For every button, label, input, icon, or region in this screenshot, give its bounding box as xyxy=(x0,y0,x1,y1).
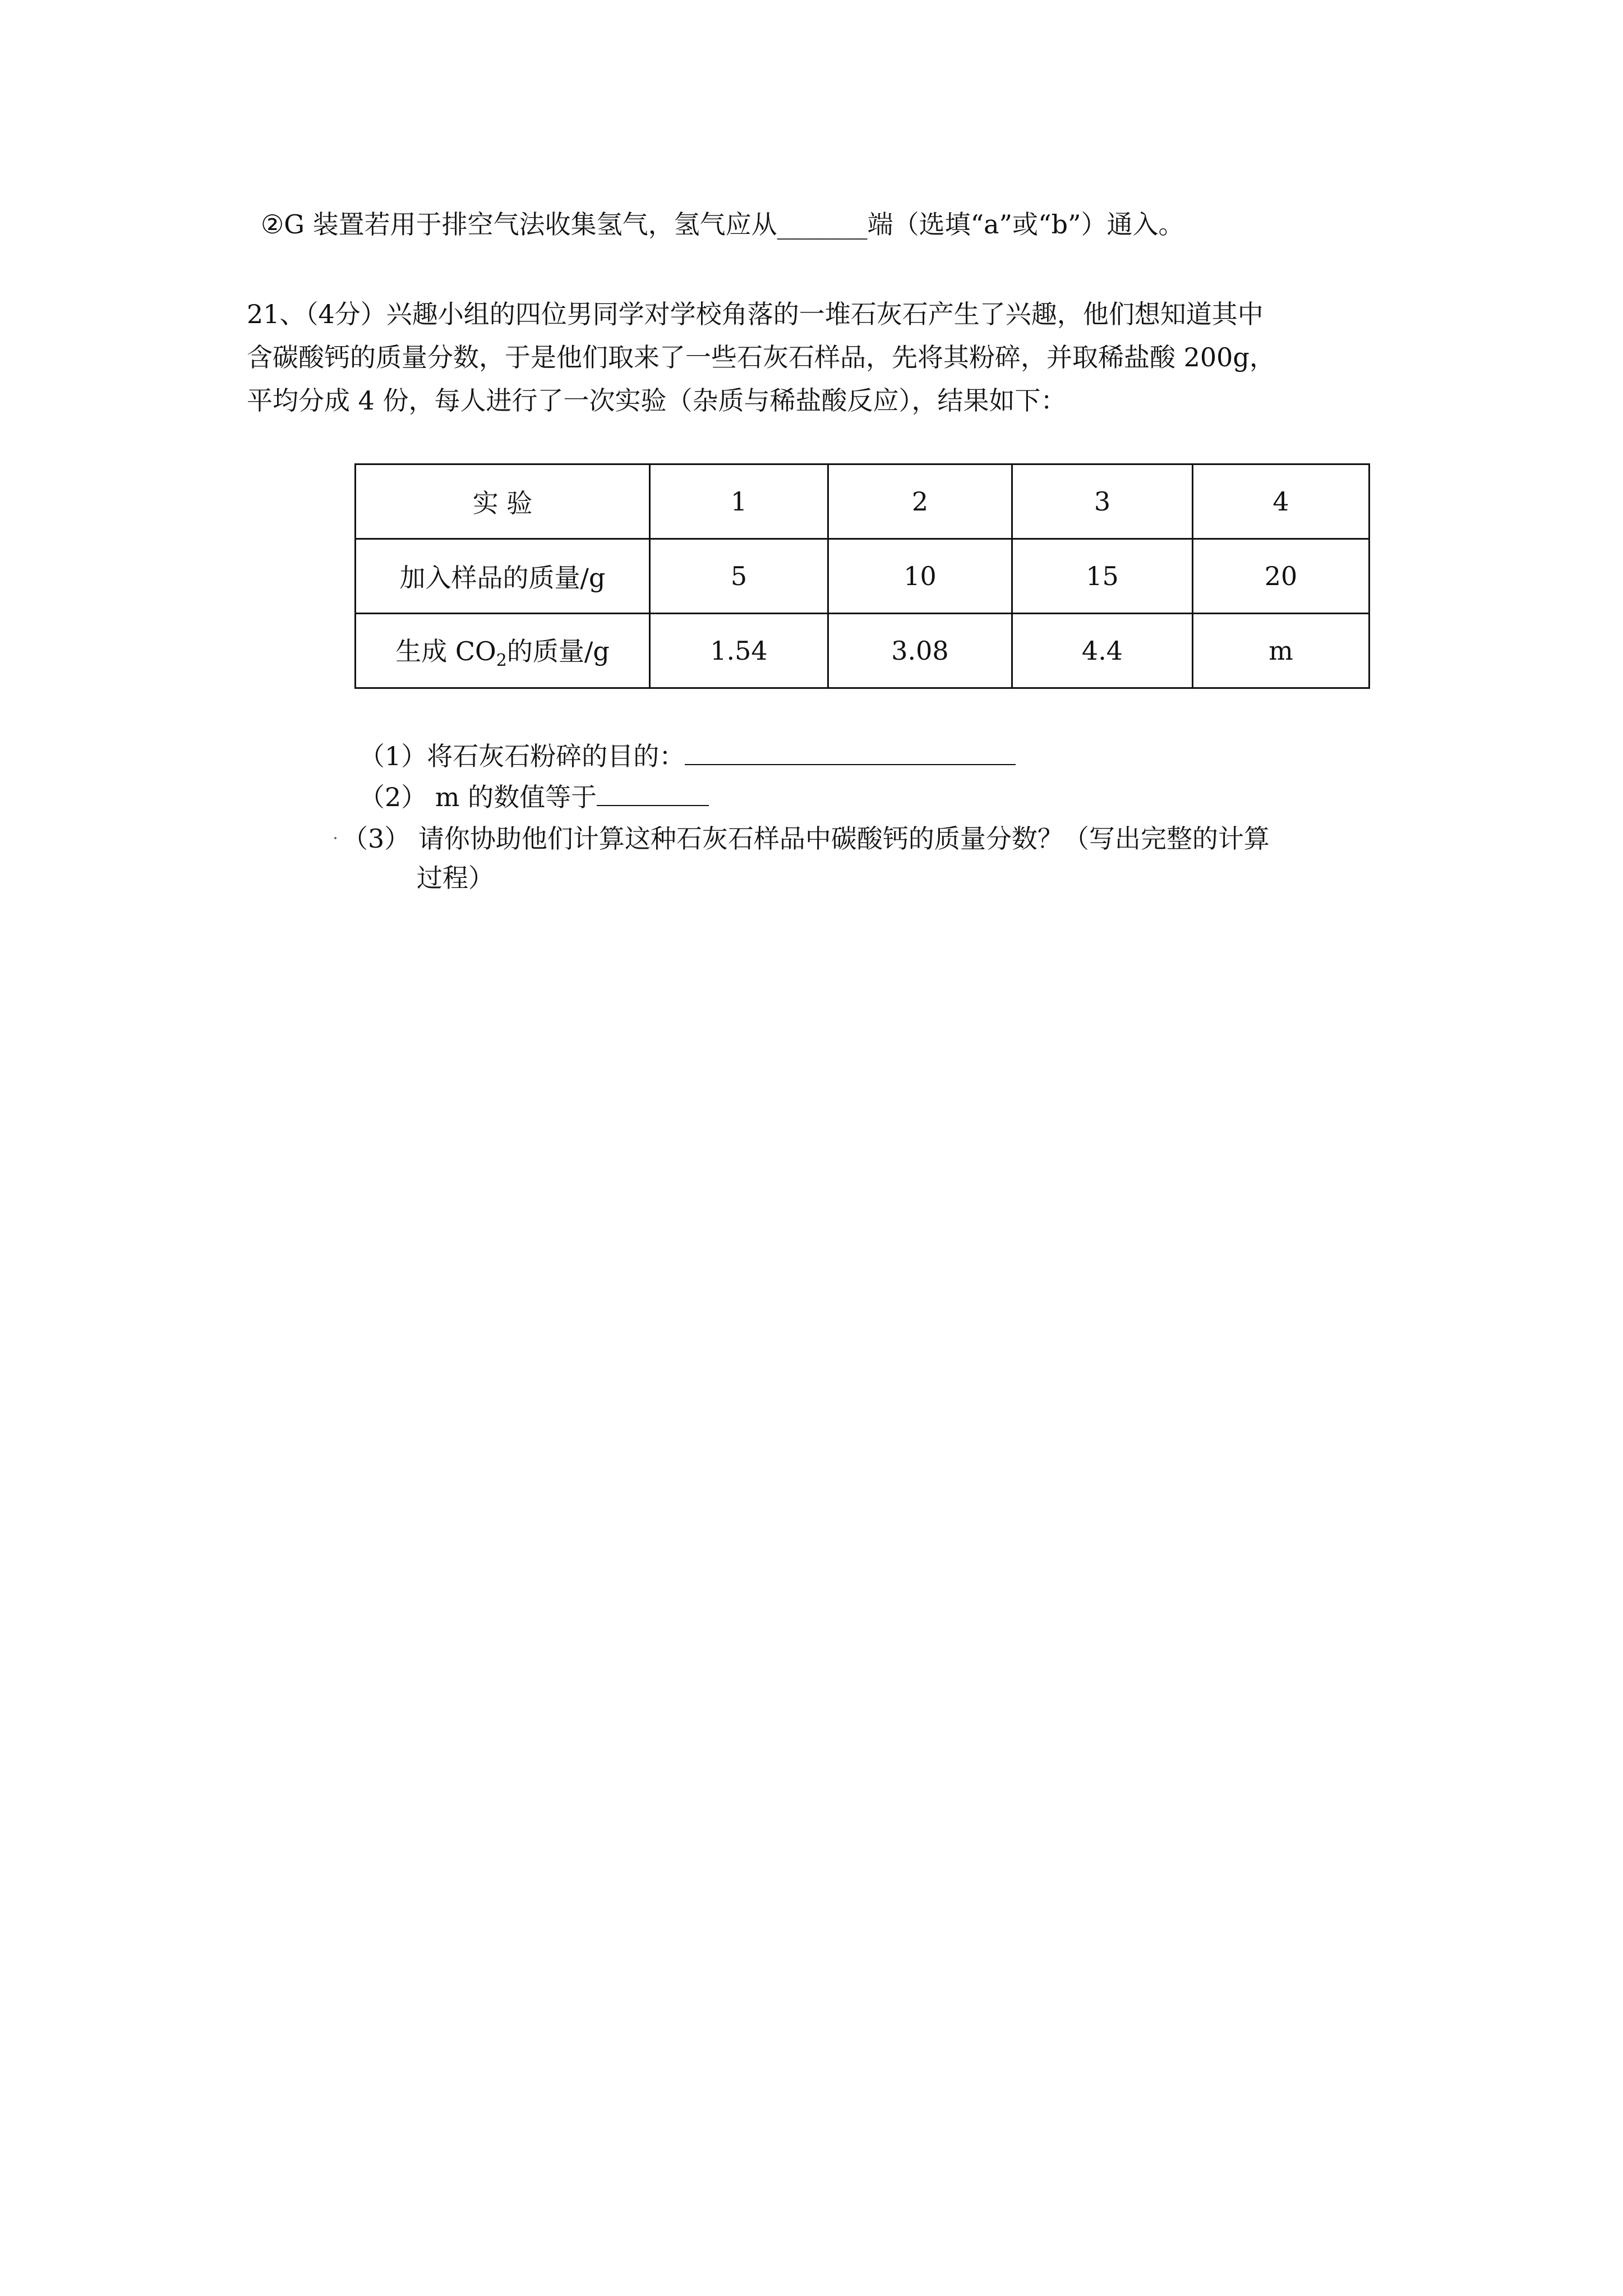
sub-question-2 xyxy=(359,780,709,814)
question-20-part2-text: ②G 装置若用于排空气法收集氢气，氢气应从_______端（选填“a”或“b”）通入。 xyxy=(261,209,1184,240)
sub-question-3: （3） 请你协助他们计算这种石灰石样品中碳酸钙的质量分数？（写出完整的计算 xyxy=(342,823,1270,854)
table-row-co2-mass xyxy=(356,614,1370,688)
table-header-cell: 3 xyxy=(1012,464,1193,539)
answer-blank-2[interactable] xyxy=(597,783,709,806)
table-cell: 1.54 xyxy=(650,614,828,688)
question-21-intro-line2: 含碳酸钙的质量分数，于是他们取来了一些石灰石样品，先将其粉碎，并取稀盐酸 200g， xyxy=(247,342,1275,372)
table-cell: 3.08 xyxy=(828,614,1012,688)
sub-question-3-continued: 过程） xyxy=(417,863,494,893)
question-21-intro-line1: 21、（4分）兴趣小组的四位男同学对学校角落的一堆石灰石产生了兴趣，他们想知道其中 xyxy=(247,299,1264,329)
table-cell: 10 xyxy=(828,539,1012,614)
table-cell: 15 xyxy=(1012,539,1193,614)
co2-label-prefix: 生成 CO xyxy=(395,636,496,666)
table-row-sample-mass xyxy=(356,539,1370,614)
question-21-intro-line3: 平均分成 4 份，每人进行了一次实验（杂质与稀盐酸反应），结果如下： xyxy=(247,385,1067,416)
experiment-results-table xyxy=(354,463,1370,689)
sub-question-1 xyxy=(359,739,1016,773)
co2-subscript: 2 xyxy=(496,651,507,671)
table-header-cell: 2 xyxy=(828,464,1012,539)
table-header-cell: 4 xyxy=(1193,464,1370,539)
table-cell: 5 xyxy=(650,539,828,614)
answer-blank-1[interactable] xyxy=(685,742,1016,765)
table-header-row xyxy=(356,464,1370,539)
table-header-cell: 1 xyxy=(650,464,828,539)
co2-label-suffix: 的质量/g xyxy=(506,636,610,666)
table-cell: m xyxy=(1193,614,1370,688)
row-label-cell xyxy=(356,614,650,688)
table-cell: 4.4 xyxy=(1012,614,1193,688)
sub-question-2-text: （2） m 的数值等于 xyxy=(359,782,597,812)
row-label-cell: 加入样品的质量/g xyxy=(356,539,650,614)
table-cell: 20 xyxy=(1193,539,1370,614)
sub-question-1-text: （1）将石灰石粉碎的目的： xyxy=(359,741,685,771)
table-header-cell: 实 验 xyxy=(356,464,650,539)
stray-mark xyxy=(334,837,336,839)
